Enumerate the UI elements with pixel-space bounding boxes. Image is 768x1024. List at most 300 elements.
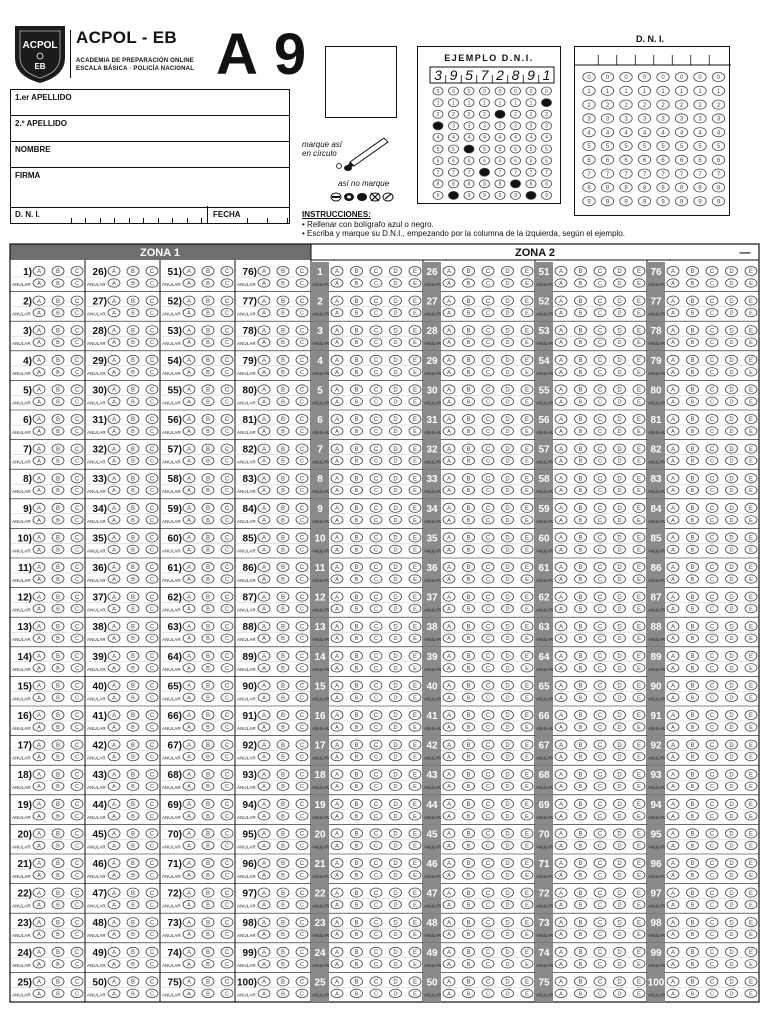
anular-bubble[interactable] xyxy=(127,308,139,316)
option-bubble[interactable] xyxy=(127,888,139,897)
option-bubble[interactable] xyxy=(575,799,587,808)
option-bubble[interactable] xyxy=(351,592,363,601)
option-bubble[interactable] xyxy=(443,740,455,749)
option-bubble[interactable] xyxy=(296,858,308,867)
anular-bubble[interactable] xyxy=(521,782,533,790)
anular-bubble[interactable] xyxy=(633,427,645,435)
anular-bubble[interactable] xyxy=(108,456,120,464)
option-bubble[interactable] xyxy=(183,444,195,453)
anular-bubble[interactable] xyxy=(502,634,514,642)
option-bubble[interactable] xyxy=(555,414,567,423)
option-bubble[interactable] xyxy=(482,474,494,483)
anular-bubble[interactable] xyxy=(482,486,494,494)
anular-bubble[interactable] xyxy=(575,960,587,968)
anular-bubble[interactable] xyxy=(33,664,45,672)
anular-bubble[interactable] xyxy=(745,308,757,316)
option-bubble[interactable] xyxy=(555,622,567,631)
anular-bubble[interactable] xyxy=(296,575,308,583)
option-bubble[interactable] xyxy=(331,592,343,601)
option-bubble[interactable] xyxy=(687,651,699,660)
option-bubble[interactable] xyxy=(277,710,289,719)
anular-bubble[interactable] xyxy=(667,575,679,583)
anular-bubble[interactable] xyxy=(521,871,533,879)
option-bubble[interactable] xyxy=(127,385,139,394)
option-bubble[interactable] xyxy=(351,710,363,719)
anular-bubble[interactable] xyxy=(370,664,382,672)
anular-bubble[interactable] xyxy=(277,634,289,642)
anular-bubble[interactable] xyxy=(146,812,158,820)
anular-bubble[interactable] xyxy=(502,486,514,494)
option-bubble[interactable] xyxy=(221,296,233,305)
option-bubble[interactable] xyxy=(687,385,699,394)
option-bubble[interactable] xyxy=(277,858,289,867)
option-bubble[interactable] xyxy=(463,474,475,483)
anular-bubble[interactable] xyxy=(502,604,514,612)
anular-bubble[interactable] xyxy=(390,900,402,908)
option-bubble[interactable] xyxy=(726,651,738,660)
option-bubble[interactable] xyxy=(687,918,699,927)
option-bubble[interactable] xyxy=(146,770,158,779)
option-bubble[interactable] xyxy=(370,858,382,867)
anular-bubble[interactable] xyxy=(351,664,363,672)
option-bubble[interactable] xyxy=(687,562,699,571)
anular-bubble[interactable] xyxy=(482,427,494,435)
option-bubble[interactable] xyxy=(202,651,214,660)
option-bubble[interactable] xyxy=(575,829,587,838)
anular-bubble[interactable] xyxy=(146,871,158,879)
option-bubble[interactable] xyxy=(614,414,626,423)
anular-bubble[interactable] xyxy=(463,841,475,849)
option-bubble[interactable] xyxy=(555,858,567,867)
anular-bubble[interactable] xyxy=(146,368,158,376)
anular-bubble[interactable] xyxy=(258,575,270,583)
option-bubble[interactable] xyxy=(745,326,757,335)
anular-bubble[interactable] xyxy=(183,693,195,701)
option-bubble[interactable] xyxy=(521,829,533,838)
option-bubble[interactable] xyxy=(221,474,233,483)
option-bubble[interactable] xyxy=(667,444,679,453)
option-bubble[interactable] xyxy=(555,799,567,808)
option-bubble[interactable] xyxy=(726,681,738,690)
option-bubble[interactable] xyxy=(146,622,158,631)
anular-bubble[interactable] xyxy=(52,871,64,879)
option-bubble[interactable] xyxy=(726,770,738,779)
anular-bubble[interactable] xyxy=(463,427,475,435)
option-bubble[interactable] xyxy=(443,533,455,542)
anular-bubble[interactable] xyxy=(146,427,158,435)
option-bubble[interactable] xyxy=(502,385,514,394)
anular-bubble[interactable] xyxy=(71,664,83,672)
anular-bubble[interactable] xyxy=(183,604,195,612)
anular-bubble[interactable] xyxy=(745,427,757,435)
option-bubble[interactable] xyxy=(331,740,343,749)
option-bubble[interactable] xyxy=(221,592,233,601)
option-bubble[interactable] xyxy=(146,681,158,690)
option-bubble[interactable] xyxy=(202,977,214,986)
option-bubble[interactable] xyxy=(614,444,626,453)
anular-bubble[interactable] xyxy=(409,871,421,879)
anular-bubble[interactable] xyxy=(463,634,475,642)
option-bubble[interactable] xyxy=(370,681,382,690)
anular-bubble[interactable] xyxy=(146,841,158,849)
option-bubble[interactable] xyxy=(202,740,214,749)
option-bubble[interactable] xyxy=(33,918,45,927)
option-bubble[interactable] xyxy=(502,799,514,808)
anular-bubble[interactable] xyxy=(351,575,363,583)
option-bubble[interactable] xyxy=(745,651,757,660)
option-bubble[interactable] xyxy=(351,888,363,897)
anular-bubble[interactable] xyxy=(202,516,214,524)
anular-bubble[interactable] xyxy=(555,723,567,731)
anular-bubble[interactable] xyxy=(409,338,421,346)
option-bubble[interactable] xyxy=(108,829,120,838)
option-bubble[interactable] xyxy=(390,414,402,423)
option-bubble[interactable] xyxy=(502,414,514,423)
option-bubble[interactable] xyxy=(258,414,270,423)
anular-bubble[interactable] xyxy=(463,575,475,583)
anular-bubble[interactable] xyxy=(409,723,421,731)
anular-bubble[interactable] xyxy=(296,664,308,672)
anular-bubble[interactable] xyxy=(390,308,402,316)
option-bubble[interactable] xyxy=(633,592,645,601)
anular-bubble[interactable] xyxy=(390,279,402,287)
option-bubble[interactable] xyxy=(482,858,494,867)
anular-bubble[interactable] xyxy=(277,545,289,553)
anular-bubble[interactable] xyxy=(127,960,139,968)
option-bubble[interactable] xyxy=(52,622,64,631)
anular-bubble[interactable] xyxy=(33,397,45,405)
option-bubble[interactable] xyxy=(71,681,83,690)
option-bubble[interactable] xyxy=(146,710,158,719)
option-bubble[interactable] xyxy=(127,266,139,275)
option-bubble[interactable] xyxy=(146,326,158,335)
option-bubble[interactable] xyxy=(183,385,195,394)
anular-bubble[interactable] xyxy=(127,575,139,583)
anular-bubble[interactable] xyxy=(71,397,83,405)
option-bubble[interactable] xyxy=(221,533,233,542)
option-bubble[interactable] xyxy=(127,918,139,927)
anular-bubble[interactable] xyxy=(521,368,533,376)
anular-bubble[interactable] xyxy=(555,486,567,494)
option-bubble[interactable] xyxy=(277,740,289,749)
option-bubble[interactable] xyxy=(221,740,233,749)
anular-bubble[interactable] xyxy=(633,900,645,908)
anular-bubble[interactable] xyxy=(555,397,567,405)
anular-bubble[interactable] xyxy=(667,456,679,464)
option-bubble[interactable] xyxy=(71,355,83,364)
option-bubble[interactable] xyxy=(351,918,363,927)
option-bubble[interactable] xyxy=(183,799,195,808)
anular-bubble[interactable] xyxy=(502,871,514,879)
option-bubble[interactable] xyxy=(221,622,233,631)
option-bubble[interactable] xyxy=(667,710,679,719)
anular-bubble[interactable] xyxy=(706,604,718,612)
option-bubble[interactable] xyxy=(258,562,270,571)
anular-bubble[interactable] xyxy=(667,634,679,642)
option-bubble[interactable] xyxy=(202,385,214,394)
anular-bubble[interactable] xyxy=(502,575,514,583)
option-bubble[interactable] xyxy=(183,918,195,927)
option-bubble[interactable] xyxy=(521,414,533,423)
option-bubble[interactable] xyxy=(258,533,270,542)
anular-bubble[interactable] xyxy=(146,308,158,316)
anular-bubble[interactable] xyxy=(202,368,214,376)
anular-bubble[interactable] xyxy=(71,575,83,583)
option-bubble[interactable] xyxy=(108,858,120,867)
anular-bubble[interactable] xyxy=(277,871,289,879)
anular-bubble[interactable] xyxy=(370,871,382,879)
option-bubble[interactable] xyxy=(71,651,83,660)
anular-bubble[interactable] xyxy=(127,930,139,938)
anular-bubble[interactable] xyxy=(221,664,233,672)
anular-bubble[interactable] xyxy=(202,960,214,968)
anular-bubble[interactable] xyxy=(370,486,382,494)
option-bubble[interactable] xyxy=(521,651,533,660)
option-bubble[interactable] xyxy=(202,533,214,542)
anular-bubble[interactable] xyxy=(463,752,475,760)
anular-bubble[interactable] xyxy=(331,516,343,524)
option-bubble[interactable] xyxy=(706,858,718,867)
option-bubble[interactable] xyxy=(521,770,533,779)
anular-bubble[interactable] xyxy=(594,664,606,672)
option-bubble[interactable] xyxy=(71,947,83,956)
anular-bubble[interactable] xyxy=(370,516,382,524)
anular-bubble[interactable] xyxy=(409,989,421,997)
anular-bubble[interactable] xyxy=(502,841,514,849)
option-bubble[interactable] xyxy=(706,592,718,601)
option-bubble[interactable] xyxy=(726,266,738,275)
anular-bubble[interactable] xyxy=(482,723,494,731)
option-bubble[interactable] xyxy=(127,562,139,571)
option-bubble[interactable] xyxy=(296,474,308,483)
anular-bubble[interactable] xyxy=(296,812,308,820)
anular-bubble[interactable] xyxy=(482,812,494,820)
option-bubble[interactable] xyxy=(108,503,120,512)
anular-bubble[interactable] xyxy=(463,604,475,612)
anular-bubble[interactable] xyxy=(296,338,308,346)
anular-bubble[interactable] xyxy=(108,575,120,583)
option-bubble[interactable] xyxy=(594,947,606,956)
anular-bubble[interactable] xyxy=(277,279,289,287)
anular-bubble[interactable] xyxy=(706,397,718,405)
option-bubble[interactable] xyxy=(127,474,139,483)
anular-bubble[interactable] xyxy=(706,634,718,642)
anular-bubble[interactable] xyxy=(351,989,363,997)
anular-bubble[interactable] xyxy=(443,723,455,731)
anular-bubble[interactable] xyxy=(614,545,626,553)
anular-bubble[interactable] xyxy=(296,723,308,731)
option-bubble[interactable] xyxy=(221,947,233,956)
anular-bubble[interactable] xyxy=(296,900,308,908)
option-bubble[interactable] xyxy=(726,444,738,453)
option-bubble[interactable] xyxy=(463,296,475,305)
anular-bubble[interactable] xyxy=(390,516,402,524)
anular-bubble[interactable] xyxy=(409,456,421,464)
option-bubble[interactable] xyxy=(482,947,494,956)
option-bubble[interactable] xyxy=(443,977,455,986)
option-bubble[interactable] xyxy=(202,681,214,690)
anular-bubble[interactable] xyxy=(127,338,139,346)
option-bubble[interactable] xyxy=(687,266,699,275)
option-bubble[interactable] xyxy=(594,474,606,483)
anular-bubble[interactable] xyxy=(221,693,233,701)
anular-bubble[interactable] xyxy=(221,279,233,287)
option-bubble[interactable] xyxy=(277,918,289,927)
option-bubble[interactable] xyxy=(482,385,494,394)
anular-bubble[interactable] xyxy=(443,871,455,879)
option-bubble[interactable] xyxy=(33,888,45,897)
option-bubble[interactable] xyxy=(575,503,587,512)
anular-bubble[interactable] xyxy=(706,930,718,938)
anular-bubble[interactable] xyxy=(706,782,718,790)
anular-bubble[interactable] xyxy=(258,604,270,612)
option-bubble[interactable] xyxy=(108,474,120,483)
option-bubble[interactable] xyxy=(127,681,139,690)
anular-bubble[interactable] xyxy=(443,634,455,642)
anular-bubble[interactable] xyxy=(277,989,289,997)
anular-bubble[interactable] xyxy=(555,664,567,672)
option-bubble[interactable] xyxy=(370,474,382,483)
option-bubble[interactable] xyxy=(463,503,475,512)
option-bubble[interactable] xyxy=(277,947,289,956)
anular-bubble[interactable] xyxy=(614,841,626,849)
anular-bubble[interactable] xyxy=(482,338,494,346)
option-bubble[interactable] xyxy=(575,681,587,690)
anular-bubble[interactable] xyxy=(687,752,699,760)
anular-bubble[interactable] xyxy=(71,960,83,968)
anular-bubble[interactable] xyxy=(71,782,83,790)
anular-bubble[interactable] xyxy=(52,338,64,346)
option-bubble[interactable] xyxy=(390,474,402,483)
anular-bubble[interactable] xyxy=(127,989,139,997)
option-bubble[interactable] xyxy=(555,503,567,512)
anular-bubble[interactable] xyxy=(594,575,606,583)
option-bubble[interactable] xyxy=(370,740,382,749)
option-bubble[interactable] xyxy=(614,503,626,512)
option-bubble[interactable] xyxy=(443,414,455,423)
anular-bubble[interactable] xyxy=(687,930,699,938)
anular-bubble[interactable] xyxy=(183,427,195,435)
anular-bubble[interactable] xyxy=(614,604,626,612)
anular-bubble[interactable] xyxy=(502,516,514,524)
anular-bubble[interactable] xyxy=(443,397,455,405)
anular-bubble[interactable] xyxy=(370,308,382,316)
option-bubble[interactable] xyxy=(745,740,757,749)
option-bubble[interactable] xyxy=(463,562,475,571)
option-bubble[interactable] xyxy=(71,414,83,423)
anular-bubble[interactable] xyxy=(463,871,475,879)
option-bubble[interactable] xyxy=(221,681,233,690)
option-bubble[interactable] xyxy=(52,266,64,275)
anular-bubble[interactable] xyxy=(221,516,233,524)
option-bubble[interactable] xyxy=(614,829,626,838)
anular-bubble[interactable] xyxy=(726,308,738,316)
anular-bubble[interactable] xyxy=(146,338,158,346)
anular-bubble[interactable] xyxy=(443,664,455,672)
option-bubble[interactable] xyxy=(443,503,455,512)
option-bubble[interactable] xyxy=(667,977,679,986)
anular-bubble[interactable] xyxy=(575,723,587,731)
anular-bubble[interactable] xyxy=(614,279,626,287)
anular-bubble[interactable] xyxy=(127,634,139,642)
option-bubble[interactable] xyxy=(482,562,494,571)
option-bubble[interactable] xyxy=(555,355,567,364)
anular-bubble[interactable] xyxy=(258,930,270,938)
option-bubble[interactable] xyxy=(667,770,679,779)
option-bubble[interactable] xyxy=(71,829,83,838)
option-bubble[interactable] xyxy=(33,740,45,749)
option-bubble[interactable] xyxy=(33,977,45,986)
option-bubble[interactable] xyxy=(351,266,363,275)
anular-bubble[interactable] xyxy=(555,900,567,908)
option-bubble[interactable] xyxy=(71,533,83,542)
option-bubble[interactable] xyxy=(745,681,757,690)
anular-bubble[interactable] xyxy=(594,960,606,968)
option-bubble[interactable] xyxy=(482,829,494,838)
anular-bubble[interactable] xyxy=(351,812,363,820)
option-bubble[interactable] xyxy=(258,681,270,690)
anular-bubble[interactable] xyxy=(258,723,270,731)
anular-bubble[interactable] xyxy=(33,486,45,494)
anular-bubble[interactable] xyxy=(633,634,645,642)
option-bubble[interactable] xyxy=(183,474,195,483)
option-bubble[interactable] xyxy=(258,651,270,660)
anular-bubble[interactable] xyxy=(52,930,64,938)
option-bubble[interactable] xyxy=(667,740,679,749)
option-bubble[interactable] xyxy=(687,681,699,690)
option-bubble[interactable] xyxy=(108,355,120,364)
option-bubble[interactable] xyxy=(575,355,587,364)
option-bubble[interactable] xyxy=(370,533,382,542)
option-bubble[interactable] xyxy=(521,681,533,690)
anular-bubble[interactable] xyxy=(667,900,679,908)
anular-bubble[interactable] xyxy=(443,930,455,938)
option-bubble[interactable] xyxy=(370,562,382,571)
option-bubble[interactable] xyxy=(202,355,214,364)
option-bubble[interactable] xyxy=(667,947,679,956)
anular-bubble[interactable] xyxy=(183,812,195,820)
anular-bubble[interactable] xyxy=(726,989,738,997)
option-bubble[interactable] xyxy=(202,592,214,601)
option-bubble[interactable] xyxy=(390,888,402,897)
anular-bubble[interactable] xyxy=(706,427,718,435)
option-bubble[interactable] xyxy=(594,858,606,867)
anular-bubble[interactable] xyxy=(202,486,214,494)
option-bubble[interactable] xyxy=(351,503,363,512)
option-bubble[interactable] xyxy=(614,622,626,631)
option-bubble[interactable] xyxy=(52,474,64,483)
anular-bubble[interactable] xyxy=(594,516,606,524)
anular-bubble[interactable] xyxy=(33,871,45,879)
option-bubble[interactable] xyxy=(351,533,363,542)
option-bubble[interactable] xyxy=(745,444,757,453)
option-bubble[interactable] xyxy=(258,622,270,631)
anular-bubble[interactable] xyxy=(667,516,679,524)
anular-bubble[interactable] xyxy=(667,397,679,405)
option-bubble[interactable] xyxy=(127,444,139,453)
option-bubble[interactable] xyxy=(409,740,421,749)
option-bubble[interactable] xyxy=(277,681,289,690)
option-bubble[interactable] xyxy=(183,533,195,542)
option-bubble[interactable] xyxy=(706,740,718,749)
option-bubble[interactable] xyxy=(463,740,475,749)
option-bubble[interactable] xyxy=(277,296,289,305)
option-bubble[interactable] xyxy=(127,651,139,660)
anular-bubble[interactable] xyxy=(33,752,45,760)
option-bubble[interactable] xyxy=(555,740,567,749)
anular-bubble[interactable] xyxy=(521,397,533,405)
anular-bubble[interactable] xyxy=(71,841,83,849)
